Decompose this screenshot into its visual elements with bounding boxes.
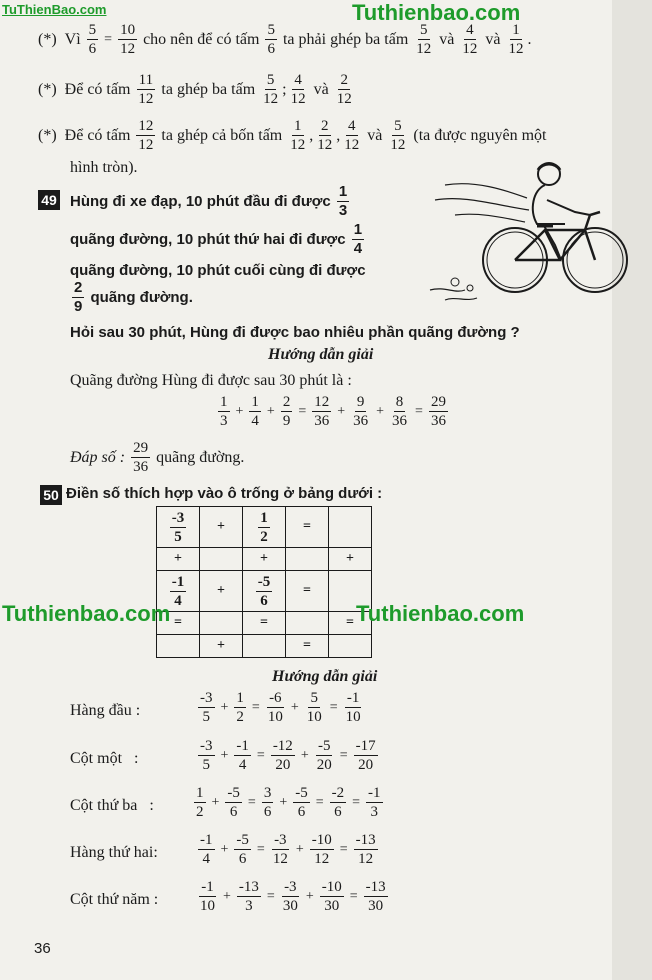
table-cell: = bbox=[286, 507, 329, 548]
ex50-title: Điền số thích hợp vào ô trống ở bảng dưới : bbox=[66, 485, 383, 502]
guide-title: Hướng dẫn giải bbox=[272, 668, 378, 685]
watermark-top-left: TuThienBao.com bbox=[2, 2, 107, 17]
numerator: -13 bbox=[238, 879, 259, 895]
exercise-number-badge: 49 bbox=[38, 190, 60, 210]
denominator: 10 bbox=[267, 709, 283, 725]
table-cell: + bbox=[200, 571, 243, 612]
numerator: 3 bbox=[263, 785, 272, 801]
denominator: 20 bbox=[275, 757, 291, 773]
operator: + bbox=[305, 888, 314, 904]
denominator: 10 bbox=[345, 709, 361, 725]
fraction: $\frac{5}{6}$ bbox=[88, 22, 97, 57]
table-row bbox=[157, 571, 372, 612]
fraction: $\frac{1}{12}$ bbox=[290, 118, 306, 153]
operator: + bbox=[300, 747, 309, 763]
numerator: -17 bbox=[355, 738, 376, 754]
fill-in-table bbox=[156, 506, 372, 658]
fraction bbox=[354, 832, 378, 867]
fraction bbox=[262, 785, 274, 820]
ex49-line-4: $\frac{2}{9}$ quãng đường. bbox=[74, 279, 193, 315]
numerator: -6 bbox=[269, 690, 282, 706]
guide-title: Hướng dẫn giải bbox=[268, 346, 374, 363]
fraction: $\frac{8}{36}$ bbox=[392, 394, 408, 429]
fraction: $\frac{4}{12}$ bbox=[290, 72, 306, 107]
numerator: -10 bbox=[321, 879, 342, 895]
denominator: 6 bbox=[334, 804, 342, 820]
ex49-line-2: quãng đường, 10 phút thứ hai đi được $\frac{1}{4}$ bbox=[70, 221, 363, 257]
table-row bbox=[157, 548, 372, 571]
solution-row-label: Cột thứ ba : bbox=[70, 797, 154, 814]
table-cell: = bbox=[157, 612, 200, 635]
solution-row-equation bbox=[192, 785, 385, 820]
table-cell-blank[interactable] bbox=[243, 635, 286, 658]
fraction: $\frac{2}{9}$ bbox=[74, 279, 83, 315]
fraction bbox=[320, 879, 344, 914]
fraction bbox=[281, 879, 300, 914]
denominator: 30 bbox=[324, 898, 340, 914]
table-cell-blank bbox=[200, 548, 243, 571]
fraction: $\frac{2}{12}$ bbox=[336, 72, 352, 107]
denominator: 3 bbox=[245, 898, 253, 914]
denominator: 12 bbox=[314, 851, 330, 867]
cyclist-illustration bbox=[425, 160, 640, 310]
operator: = bbox=[349, 888, 358, 904]
operator: + bbox=[220, 841, 229, 857]
fraction bbox=[305, 690, 324, 725]
numerator: 1 bbox=[236, 690, 244, 706]
numerator: -2 bbox=[331, 785, 345, 801]
ex49-question: Hỏi sau 30 phút, Hùng đi được bao nhiêu phần quãng đường ? bbox=[70, 324, 520, 341]
numerator: -13 bbox=[355, 832, 376, 848]
operator: + bbox=[295, 841, 304, 857]
operator: + bbox=[220, 747, 229, 763]
denominator: 4 bbox=[238, 757, 247, 773]
table-cell-blank[interactable] bbox=[157, 635, 200, 658]
fraction bbox=[315, 738, 334, 773]
denominator: 30 bbox=[282, 898, 298, 914]
fraction: $\frac{11}{12}$ bbox=[138, 72, 154, 107]
fraction: $\frac{2}{9}$ bbox=[282, 394, 291, 429]
table-cell: = bbox=[286, 635, 329, 658]
fraction: $\frac{4}{12}$ bbox=[344, 118, 360, 153]
text: Vì bbox=[64, 30, 81, 48]
fraction: $\frac{29}{36}$ bbox=[430, 394, 446, 429]
table-cell: $\frac{-1}{4}$ bbox=[157, 571, 200, 612]
numerator: -5 bbox=[317, 738, 331, 754]
denominator: 12 bbox=[358, 851, 374, 867]
denominator: 5 bbox=[202, 757, 210, 773]
denominator: 6 bbox=[263, 804, 272, 820]
operator: = bbox=[256, 841, 265, 857]
fraction: $\frac{12}{36}$ bbox=[314, 394, 330, 429]
numerator: -5 bbox=[236, 832, 249, 848]
numerator: -5 bbox=[295, 785, 308, 801]
table-cell: + bbox=[329, 548, 372, 571]
table-cell: $\frac{-3}{5}$ bbox=[157, 507, 200, 548]
fraction bbox=[271, 832, 290, 867]
ex49-line-1: Hùng đi xe đạp, 10 phút đầu đi được $\frac{1}{3}$ bbox=[70, 183, 348, 219]
fraction: $\frac{5}{6}$ bbox=[267, 22, 275, 57]
page-number: 36 bbox=[34, 940, 51, 957]
fraction bbox=[234, 690, 246, 725]
fraction bbox=[234, 738, 251, 773]
table-cell-blank[interactable] bbox=[329, 507, 372, 548]
table-cell-blank bbox=[286, 548, 329, 571]
fraction: $\frac{9}{36}$ bbox=[353, 394, 369, 429]
operator: = bbox=[329, 699, 338, 715]
numerator: -1 bbox=[346, 690, 360, 706]
fraction bbox=[194, 785, 206, 820]
solution-row-label: Cột thứ năm : bbox=[70, 891, 159, 908]
operator: = bbox=[352, 794, 361, 810]
numerator: -1 bbox=[200, 832, 213, 848]
fraction: $\frac{12}{12}$ bbox=[138, 118, 154, 153]
denominator: 6 bbox=[297, 804, 306, 820]
solution-text: Quãng đường Hùng đi được sau 30 phút là : bbox=[70, 372, 352, 389]
fraction bbox=[237, 879, 261, 914]
denominator: 2 bbox=[196, 804, 204, 820]
operator: + bbox=[220, 699, 229, 715]
denominator: 6 bbox=[229, 804, 238, 820]
fraction: $\frac{4}{12}$ bbox=[462, 22, 478, 57]
operator: = bbox=[247, 794, 256, 810]
intro-line-3-cont: hình tròn). bbox=[70, 159, 138, 176]
denominator: 6 bbox=[238, 851, 247, 867]
table-cell: = bbox=[286, 571, 329, 612]
fraction bbox=[198, 690, 215, 725]
numerator: -12 bbox=[272, 738, 293, 754]
text: cho nên để có tấm bbox=[143, 30, 260, 48]
page-edge-shadow bbox=[612, 0, 652, 980]
numerator: 5 bbox=[310, 690, 318, 706]
ex49-line-3: quãng đường, 10 phút cuối cùng đi được bbox=[70, 262, 366, 279]
numerator: -3 bbox=[274, 832, 287, 848]
fraction bbox=[271, 738, 295, 773]
fraction bbox=[198, 832, 215, 867]
denominator: 20 bbox=[358, 757, 374, 773]
fraction: $\frac{2}{12}$ bbox=[317, 118, 333, 153]
fraction bbox=[198, 879, 217, 914]
bullet: (*) bbox=[38, 30, 57, 48]
fraction: $\frac{5}{12}$ bbox=[416, 22, 432, 57]
operator: = bbox=[315, 794, 324, 810]
table-cell: + bbox=[157, 548, 200, 571]
solution-row-label: Hàng đầu : bbox=[70, 702, 141, 719]
solution-row-label: Cột một : bbox=[70, 750, 139, 767]
table-cell: = bbox=[329, 612, 372, 635]
numerator: -3 bbox=[284, 879, 297, 895]
numerator: -13 bbox=[365, 879, 386, 895]
table-row bbox=[157, 612, 372, 635]
solution-row-equation bbox=[196, 832, 380, 867]
numerator: 1 bbox=[196, 785, 204, 801]
watermark-mid-right: Tuthienbao.com bbox=[356, 601, 525, 626]
table-cell: = bbox=[243, 612, 286, 635]
table-cell-blank[interactable] bbox=[329, 635, 372, 658]
numerator: -3 bbox=[200, 738, 213, 754]
denominator: 10 bbox=[306, 709, 322, 725]
operator: + bbox=[279, 794, 288, 810]
operator: = bbox=[339, 841, 348, 857]
fraction bbox=[330, 785, 347, 820]
solution-row-equation bbox=[196, 738, 380, 773]
denominator: 2 bbox=[236, 709, 244, 725]
numerator: -1 bbox=[201, 879, 214, 895]
text: ta phải ghép ba tấm bbox=[282, 30, 409, 48]
fraction: $\frac{1}{3}$ bbox=[220, 394, 228, 429]
fraction bbox=[364, 879, 388, 914]
denominator: 4 bbox=[202, 851, 210, 867]
numerator: -1 bbox=[368, 785, 381, 801]
intro-line-1: (*) Vì $\frac{5}{6}$ = $\frac{10}{12}$ cho nên để có tấm $\frac{5}{6}$ ta phải ghép ba tấm $\frac{5}{12}$ và $\frac{4}{12}$ và $\frac{1}{12}$ . bbox=[38, 22, 532, 57]
exercise-number-badge: 50 bbox=[40, 485, 62, 505]
fraction: $\frac{1}{4}$ bbox=[353, 221, 363, 257]
fraction bbox=[198, 738, 215, 773]
intro-line-2: (*) Để có tấm $\frac{11}{12}$ ta ghép ba tấm $\frac{5}{12}$ ; $\frac{4}{12}$ và $\frac{2}{12}$ bbox=[38, 72, 352, 107]
fraction: $\frac{5}{12}$ bbox=[390, 118, 406, 153]
fraction bbox=[293, 785, 310, 820]
operator: = bbox=[256, 747, 265, 763]
fraction bbox=[225, 785, 242, 820]
fraction: $\frac{10}{12}$ bbox=[120, 22, 136, 57]
table-cell: $\frac{-5}{6}$ bbox=[243, 571, 286, 612]
numerator: -10 bbox=[311, 832, 332, 848]
table-cell: + bbox=[200, 507, 243, 548]
operator: + bbox=[223, 888, 231, 904]
table-row bbox=[157, 507, 372, 548]
denominator: 30 bbox=[368, 898, 384, 914]
table-row bbox=[157, 635, 372, 658]
fraction: $\frac{29}{36}$ bbox=[133, 440, 149, 475]
denominator: 3 bbox=[370, 804, 379, 820]
fraction bbox=[366, 785, 383, 820]
denominator: 10 bbox=[200, 898, 215, 914]
table-cell: + bbox=[200, 635, 243, 658]
fraction: $\frac{5}{12}$ bbox=[263, 72, 279, 107]
numerator: -1 bbox=[236, 738, 249, 754]
fraction bbox=[310, 832, 334, 867]
denominator: 20 bbox=[316, 757, 332, 773]
table-cell-blank bbox=[200, 612, 243, 635]
operator: = bbox=[266, 888, 275, 904]
operator: + bbox=[290, 699, 299, 715]
denominator: 5 bbox=[202, 709, 210, 725]
fraction: $\frac{1}{12}$ bbox=[508, 22, 524, 57]
solution-row-label: Hàng thứ hai: bbox=[70, 844, 158, 861]
fraction bbox=[234, 832, 251, 867]
denominator: 12 bbox=[272, 851, 288, 867]
watermark-top-center: Tuthienbao.com bbox=[352, 0, 521, 25]
table-cell: + bbox=[243, 548, 286, 571]
operator: + bbox=[211, 794, 220, 810]
watermark-mid-left: Tuthienbao.com bbox=[2, 601, 171, 626]
solution-row-equation bbox=[196, 879, 390, 914]
fraction: $\frac{1}{4}$ bbox=[251, 394, 259, 429]
operator: = bbox=[251, 699, 260, 715]
fraction bbox=[344, 690, 363, 725]
answer-line: Đáp số : $\frac{29}{36}$ quãng đường. bbox=[70, 440, 245, 475]
operator: = bbox=[339, 747, 348, 763]
numerator: -3 bbox=[200, 690, 213, 706]
table-cell: $\frac{1}{2}$ bbox=[243, 507, 286, 548]
fraction bbox=[266, 690, 285, 725]
solution-row-equation bbox=[196, 690, 365, 725]
fraction: $\frac{1}{3}$ bbox=[338, 183, 348, 219]
intro-line-3: (*) Để có tấm $\frac{12}{12}$ ta ghép cả bốn tấm $\frac{1}{12}$ , $\frac{2}{12}$ , $\frac{4}{12}$ và $\frac{5}{12}$ (ta được nguyên một bbox=[38, 118, 547, 153]
table-cell-blank bbox=[286, 612, 329, 635]
numerator: -5 bbox=[227, 785, 240, 801]
fraction bbox=[354, 738, 378, 773]
solution-equation: $\frac{1}{3}$ + $\frac{1}{4}$ + $\frac{2}{9}$ = $\frac{12}{36}$ + $\frac{9}{36}$ + $\frac{8}{36}$ = $\frac{29}{36}$ bbox=[220, 394, 446, 429]
